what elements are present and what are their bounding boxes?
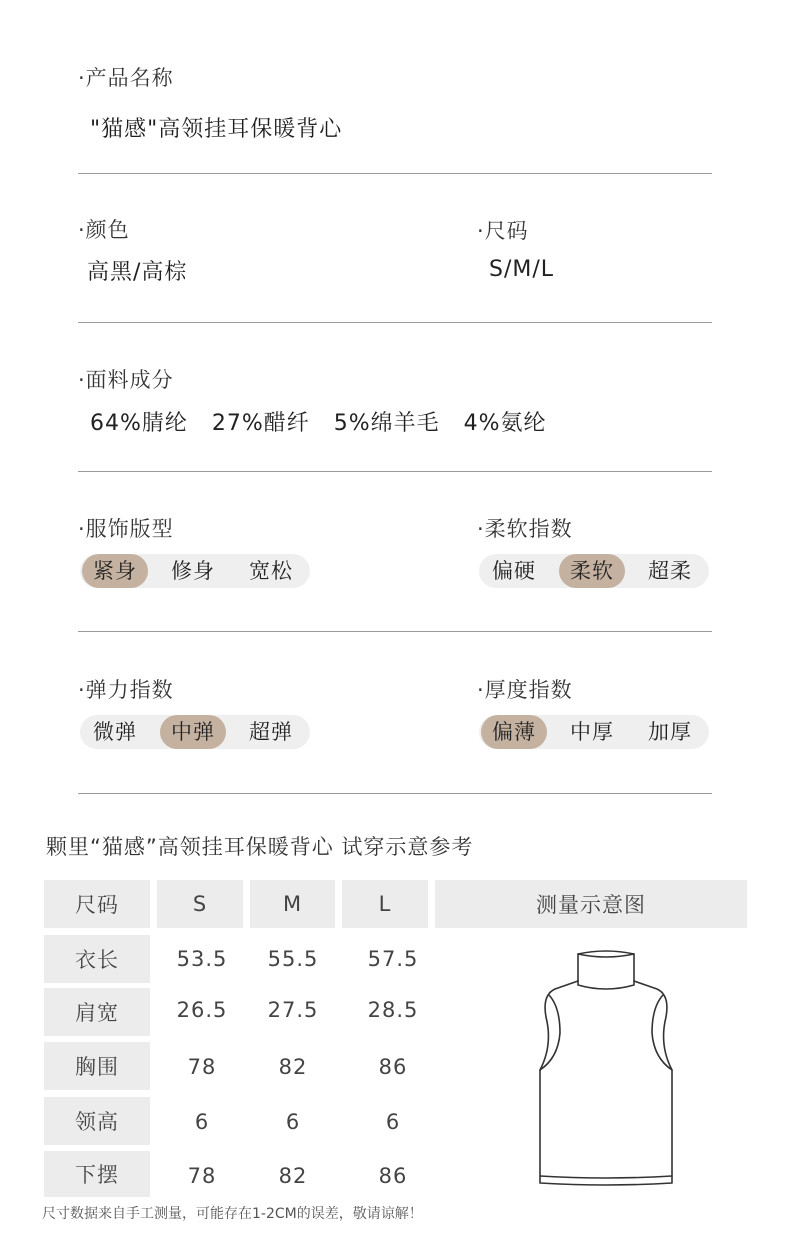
row-value: 6: [285, 1110, 301, 1134]
thickness-scale: [479, 715, 709, 749]
row-value: 28.5: [367, 998, 419, 1022]
thickness-label: ·厚度指数: [477, 678, 573, 702]
row-value: 6: [385, 1110, 401, 1134]
row-value: 26.5: [176, 998, 228, 1022]
fabric-value: 64%腈纶 27%醋纤 5%绵羊毛 4%氨纶: [90, 411, 547, 436]
size-table-title: 颗里“猫感”高领挂耳保暖背心 试穿示意参考: [46, 835, 474, 859]
row-name: 胸围: [44, 1042, 150, 1090]
row-name: 下摆: [44, 1151, 150, 1197]
divider: [78, 631, 712, 632]
fit-scale: [80, 554, 310, 588]
row-value: 82: [278, 1055, 308, 1079]
row-value: 6: [194, 1110, 210, 1134]
header-s: S: [157, 880, 243, 928]
header-size: 尺码: [44, 880, 150, 928]
fit-label: ·服饰版型: [78, 517, 174, 541]
elasticity-option: 超弹: [249, 720, 293, 744]
fabric-label: ·面料成分: [78, 368, 174, 392]
header-diagram: 测量示意图: [435, 880, 747, 928]
softness-scale: [479, 554, 709, 588]
row-value: 82: [278, 1164, 308, 1188]
thickness-option: 中厚: [570, 720, 614, 744]
size-value: S/M/L: [489, 257, 555, 282]
divider: [78, 793, 712, 794]
thickness-option: 加厚: [648, 720, 692, 744]
row-value: 86: [378, 1164, 408, 1188]
thickness-option: 偏薄: [481, 715, 547, 749]
row-value: 86: [378, 1055, 408, 1079]
elasticity-option: 微弹: [93, 720, 137, 744]
row-value: 57.5: [367, 947, 419, 971]
row-name: 衣长: [44, 935, 150, 983]
elasticity-scale: [80, 715, 310, 749]
product-name: "猫感"高领挂耳保暖背心: [90, 117, 343, 142]
softness-label: ·柔软指数: [477, 517, 573, 541]
row-name: 领高: [44, 1097, 150, 1145]
measurement-footnote: 尺寸数据来自手工测量，可能存在1-2CM的误差，敬请谅解！: [42, 1206, 423, 1222]
elasticity-label: ·弹力指数: [78, 678, 174, 702]
softness-option: 偏硬: [492, 559, 536, 583]
header-m: M: [250, 880, 335, 928]
fit-option: 宽松: [249, 559, 293, 583]
product-name-label: ·产品名称: [78, 66, 174, 90]
row-value: 27.5: [267, 998, 319, 1022]
divider: [78, 471, 712, 472]
softness-option: 柔软: [559, 554, 625, 588]
divider: [78, 322, 712, 323]
divider: [78, 173, 712, 174]
fit-option: 紧身: [82, 554, 148, 588]
color-label: ·颜色: [78, 218, 130, 242]
row-value: 55.5: [267, 947, 319, 971]
vest-diagram: [520, 945, 690, 1195]
size-label: ·尺码: [477, 219, 529, 243]
fit-option: 修身: [171, 559, 215, 583]
color-value: 高黑/高棕: [87, 260, 188, 285]
softness-option: 超柔: [648, 559, 692, 583]
row-name: 肩宽: [44, 988, 150, 1036]
row-value: 78: [187, 1055, 217, 1079]
row-value: 78: [187, 1164, 217, 1188]
row-value: 53.5: [176, 947, 228, 971]
elasticity-option: 中弹: [160, 715, 226, 749]
header-l: L: [342, 880, 428, 928]
